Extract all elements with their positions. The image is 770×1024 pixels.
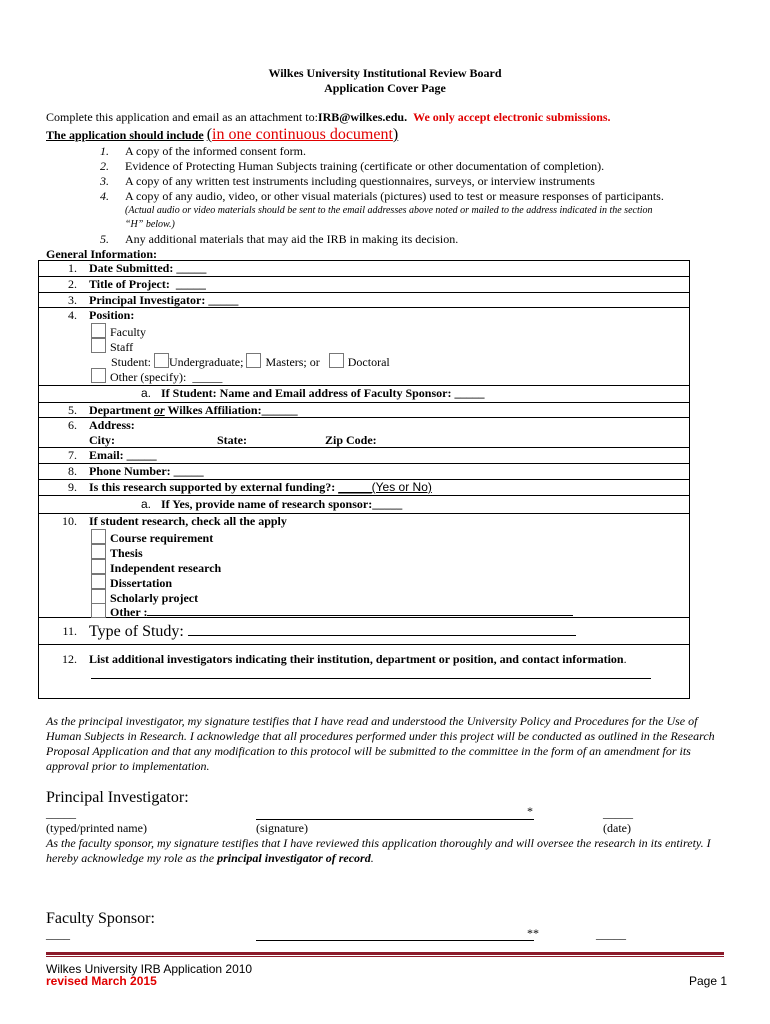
dissertation-checkbox[interactable]	[91, 574, 106, 589]
faculty-sponsor-input[interactable]: _____	[454, 386, 485, 400]
signature-caption: (signature)	[256, 821, 308, 835]
field-position: 4. Position:	[68, 308, 135, 322]
field-phone[interactable]: 8. Phone Number: _____	[68, 464, 204, 478]
requirement-item: Evidence of Protecting Human Subjects training (certificate or other documentation of completion).	[125, 159, 605, 173]
field-address[interactable]: 6. Address:	[68, 418, 135, 432]
sponsor-signature-line[interactable]	[256, 940, 534, 941]
other-research-input[interactable]	[147, 604, 573, 616]
faculty-checkbox[interactable]	[91, 323, 106, 338]
pi-statement: As the principal investigator, my signature testifies that I have read and understood the University Policy and Procedures for the Use of Human Subjects in Research. I acknowledge that all procedures performed under this project will be conducted as outlined in the Research Proposal Application and that any modification to this protocol will be submitted to the committee in the form of an amendment for its approval prior to implementation.	[46, 714, 715, 773]
pi-heading: Principal Investigator:	[46, 789, 189, 806]
field-external-funding[interactable]: 9. Is this research supported by external funding?: _____(Yes or No)	[68, 480, 432, 494]
field-additional-investigators[interactable]: 12. List additional investigators indicating their institution, department or position, and contact information.	[62, 652, 627, 666]
general-info-heading: General Information:	[46, 247, 157, 261]
city-label: City:	[89, 433, 115, 447]
zip-label: Zip Code:	[325, 433, 377, 447]
include-line: The application should include (in one continuous document)	[46, 126, 399, 143]
field-email[interactable]: 7. Email: _____	[68, 448, 157, 462]
doctoral-checkbox[interactable]	[329, 353, 344, 368]
intro-line	[46, 110, 611, 125]
requirement-item: A copy of any audio, video, or other visual materials (pictures) used to test or measure responses of participants.	[125, 189, 664, 203]
field-type-of-study[interactable]: 11. Type of Study:	[39, 621, 689, 641]
masters-checkbox[interactable]	[246, 353, 261, 368]
sponsor-name-input[interactable]: ____	[46, 927, 70, 941]
phone-input[interactable]: _____	[173, 464, 204, 478]
field-department[interactable]: 5. Department or Wilkes Affiliation:______	[68, 403, 298, 417]
undergraduate-checkbox[interactable]	[154, 353, 169, 368]
department-input[interactable]: ______	[261, 403, 298, 417]
field-principal-investigator[interactable]: 3. Principal Investigator: _____	[68, 293, 239, 307]
field-faculty-sponsor[interactable]: a. If Student: Name and Email address of Faculty Sponsor: _____	[141, 386, 485, 400]
document-subtitle: Application Cover Page	[324, 81, 446, 95]
date-submitted-input[interactable]: _____	[176, 261, 207, 275]
footer-rule	[46, 952, 724, 955]
pi-signature-line[interactable]	[256, 819, 534, 820]
general-info-form: 1. Date Submitted: _____ 2. Title of Project: _____ 3. Principal Investigator: _____ 4. Position: Faculty Staff Student: Undergraduate; Masters; or Doctoral Other (specify): _____ a. If Student: Name and Email address of Faculty Sponsor: _____ 5. Department or Wilkes Affiliation:______ 6. Address: City: State: Zip Code: 7. Email: _____ 8. Phone Number: _____ 9. Is this research supported by external funding?: _____(Yes or No) a. If Yes, provide name of research sponsor:_____ 10. If student research, check all the apply Course requirement Thesis Independent research Dissertation Scholarly project Other : 11. Type of Study: 12. List additional investigators indicating their institution, department or position, and contact information.	[38, 260, 690, 699]
principal-investigator-input[interactable]: _____	[208, 293, 239, 307]
requirement-note: (Actual audio or video materials should be sent to the email addresses above noted or mailed to the address indicated in the section	[125, 205, 653, 216]
other-position-checkbox[interactable]	[91, 368, 106, 383]
research-sponsor-input[interactable]: _____	[372, 497, 403, 511]
scholarly-project-checkbox[interactable]	[91, 589, 106, 604]
requirement-item: A copy of any written test instruments including questionnaires, surveys, or interview instruments	[125, 174, 595, 188]
funding-input[interactable]: _____(Yes or No)	[338, 480, 432, 494]
requirement-item: Any additional materials that may aid the IRB in making its decision.	[125, 232, 459, 246]
field-student-research: 10. If student research, check all the apply	[62, 514, 287, 528]
independent-research-checkbox[interactable]	[91, 559, 106, 574]
intro-text: Complete this application and email as an attachment to:	[46, 110, 318, 124]
sponsor-signature-marker: **	[527, 926, 539, 940]
footer-rule-thin	[46, 956, 724, 957]
faculty-label: Faculty	[110, 325, 146, 339]
field-research-sponsor[interactable]: a. If Yes, provide name of research sponsor:_____	[141, 497, 403, 511]
continuous-document-note: in one continuous document	[212, 126, 393, 143]
document-title: Wilkes University Institutional Review Board	[268, 66, 502, 80]
pi-name-input[interactable]: _____	[46, 806, 76, 820]
field-date-submitted[interactable]: 1. Date Submitted: _____	[68, 261, 207, 275]
other-position-input[interactable]: _____	[192, 370, 223, 384]
other-research-checkbox[interactable]	[91, 603, 106, 618]
type-of-study-input[interactable]	[188, 621, 576, 636]
course-requirement-checkbox[interactable]	[91, 529, 106, 544]
page-number: Page 1	[689, 974, 728, 988]
date-caption: (date)	[603, 821, 631, 835]
staff-checkbox[interactable]	[91, 338, 106, 353]
irb-email-link[interactable]: IRB@wilkes.edu.	[317, 110, 408, 124]
faculty-sponsor-heading: Faculty Sponsor:	[46, 910, 155, 927]
email-input[interactable]: _____	[126, 448, 157, 462]
pi-signature-marker: *	[527, 804, 533, 818]
sponsor-statement: As the faculty sponsor, my signature testifies that I have reviewed this application thoroughly and will oversee the research in its entirety. I hereby acknowledge my role as the principal investigator of record.	[46, 836, 711, 865]
field-project-title[interactable]: 2. Title of Project: _____	[68, 277, 206, 291]
footer-revision: revised March 2015	[46, 974, 157, 988]
project-title-input[interactable]: _____	[175, 277, 206, 291]
typed-name-caption: (typed/printed name)	[46, 821, 147, 835]
additional-investigators-input[interactable]	[91, 678, 651, 679]
electronic-warning: We only accept electronic submissions.	[413, 110, 611, 124]
footer-title: Wilkes University IRB Application 2010	[46, 962, 253, 976]
sponsor-date-input[interactable]: _____	[596, 927, 626, 941]
thesis-checkbox[interactable]	[91, 544, 106, 559]
requirement-item: A copy of the informed consent form.	[125, 144, 306, 158]
staff-label: Staff	[110, 340, 134, 354]
include-label: The application should include	[46, 128, 204, 142]
state-label: State:	[217, 433, 247, 447]
pi-date-input[interactable]: _____	[603, 806, 633, 820]
requirement-note: “H” below.)	[125, 219, 175, 230]
